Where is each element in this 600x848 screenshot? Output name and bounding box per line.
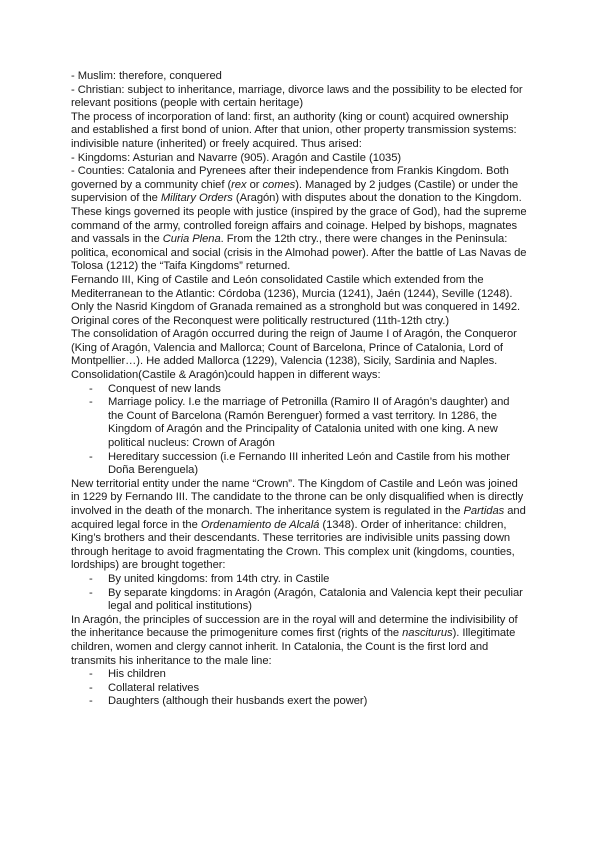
- paragraph-incorporation: The process of incorporation of land: first, an authority (king or count) acquired ownership and established a first bond of union. After that union, other property transmission systems: indivisible nature (inherited) or freely acquired. Thus arised:: [71, 110, 517, 150]
- list-item: - By united kingdoms: from 14th ctry. in Castile: [71, 573, 527, 587]
- inheritance-order-list: [71, 668, 527, 709]
- paragraph-fernando-iii: Fernando III, King of Castile and León consolidated Castile which extended from the Mediterranean to the Atlantic: Córdoba (1236), Murcia (1241), Jaén (1244), Seville (1248). Only the Nasrid Kingdom of Granada remained as a stronghold but was conquered in 1492. Original cores of the Reconquest were politically restructured (11th-12th ctry.): [71, 273, 521, 327]
- paragraph-christian: - Christian: subject to inheritance, marriage, divorce laws and the possibility to be elected for relevant positions (people with certain heritage): [71, 83, 523, 110]
- paragraph-succession: In Aragón, the principles of succession are in the royal will and determine the indivisibility of the inheritance because the primogeniture comes first (rights of the nasciturus). Illegitimate children, women and clergy cannot inherit. In Catalonia, the Count is the first lord and transmits his inheritance to the male line:: [71, 613, 518, 667]
- paragraph-crown: New territorial entity under the name “Crown”. The Kingdom of Castile and León was joined in 1229 by Fernando III. The candidate to the throne can be only disqualified when is directly involved in the death of the monarch. The inheritance system is regulated in the Partidas and acquired legal force in the Ordenamiento de Alcalá (1348). Order of inheritance: children, King’s brothers and their descendants. These territories are indivisible units passing down through heritage to avoid fragmentating the Crown. This complex unit (kingdoms, counties, lordships) are brought together:: [71, 477, 526, 572]
- list-item: - Marriage policy. I.e the marriage of Petronilla (Ramiro II of Aragón’s daughter) and the Count of Barcelona (Ramón Berenguer) formed a vast territory. In 1286, the Kingdom of Aragón and the Principality of Catalonia united with one king. A new political nucleus: Crown of Aragón: [71, 396, 527, 450]
- consolidation-ways-list: [71, 383, 527, 478]
- union-types-list: [71, 573, 527, 614]
- list-item: - By separate kingdoms: in Aragón (Aragón, Catalonia and Valencia kept their peculiar legal and political institutions): [71, 587, 527, 614]
- document-page: [71, 70, 527, 709]
- list-item: - His children: [71, 668, 527, 682]
- list-item: - Daughters (although their husbands exert the power): [71, 695, 527, 709]
- paragraph-kingdoms: - Kingdoms: Asturian and Navarre (905). Aragón and Castile (1035): [71, 151, 402, 164]
- list-item: - Conquest of new lands: [71, 383, 527, 397]
- list-item: - Hereditary succession (i.e Fernando III inherited León and Castile from his mother Doña Berenguela): [71, 451, 527, 478]
- list-item: - Collateral relatives: [71, 682, 527, 696]
- paragraph-muslim: - Muslim: therefore, conquered: [71, 70, 222, 82]
- paragraph-counties: - Counties: Catalonia and Pyrenees after their independence from Frankis Kingdom. Both governed by a community chief (rex or comes). Managed by 2 judges (Castile) or under the supervision of the Military Orders (Aragón) with disputes about the donation to the Kingdom. These kings governed its people with justice (inspired by the grace of God), had the supreme command of the army, controlled foreign affairs and coinage. Helped by bishops, magnates and vassals in the Curia Plena. From the 12th ctry., there were changes in the Peninsula: politica, economical and social (crisis in the Almohad power). After the battle of Las Navas de Tolosa (1212) the “Taifa Kingdoms” returned.: [71, 165, 527, 273]
- paragraph-aragon-consolidation: The consolidation of Aragón occurred during the reign of Jaume I of Aragón, the Conqueror (King of Aragón, Valencia and Mallorca; Count of Barcelona, Prince of Catalonia, Lord of Montpellier…). He added Mallorca (1229), Valencia (1238), Sicily, Sardinia and Naples. Consolidation(Castile & Aragón)could happen in different ways:: [71, 328, 517, 382]
